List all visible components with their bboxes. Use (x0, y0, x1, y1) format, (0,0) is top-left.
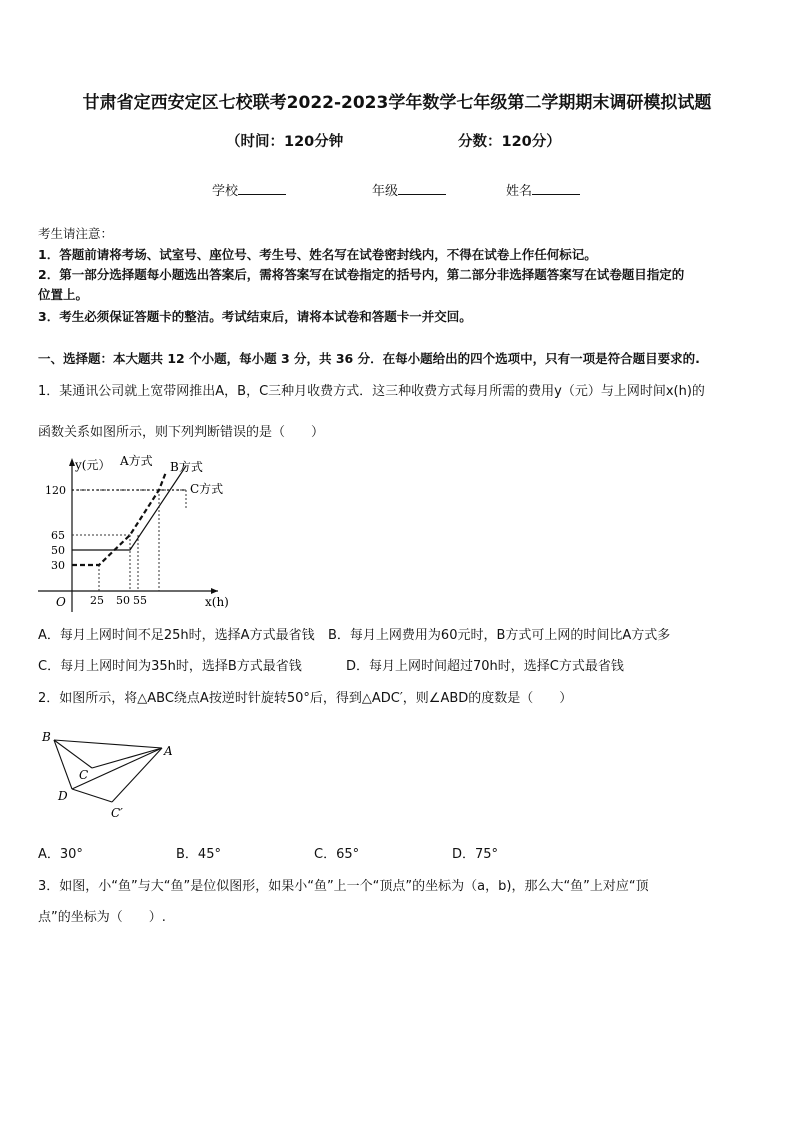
exam-score: 分数：120分） (458, 134, 561, 150)
line-a (72, 472, 166, 565)
name-blank (532, 180, 580, 195)
label-a: A方式 (120, 454, 153, 468)
q1-option-c: C．每月上网时间为35h时，选择B方式最省钱 (38, 659, 302, 674)
q3-stem-line2: 点”的坐标为（ ）. (38, 910, 166, 925)
school-blank (238, 180, 286, 195)
point-b-label: B (42, 730, 51, 744)
q2-option-d: D．75° (452, 847, 499, 862)
q2-rotation-figure (38, 724, 188, 824)
school-label: 学校 (212, 184, 239, 199)
xtick-55: 55 (133, 594, 147, 607)
q2-option-b: B．45° (176, 847, 221, 862)
q1-option-b: B．每月上网费用为60元时，B方式可上网的时间比A方式多 (328, 628, 671, 643)
ytick-65: 65 (51, 529, 65, 542)
ytick-120: 120 (45, 484, 66, 497)
point-c-prime-label: C′ (111, 806, 123, 820)
q3-stem-line1: 3．如图，小“鱼”与大“鱼”是位似图形，如果小“鱼”上一个“顶点”的坐标为（a，b)，那么大“鱼”上对应“顶 (38, 879, 649, 894)
guide-lines (72, 490, 186, 591)
triangle-lines (54, 740, 162, 802)
exam-title: 甘肃省定西安定区七校联考2022-2023学年数学七年级第二学期期末调研模拟试题 (82, 93, 712, 113)
grade-field (372, 180, 446, 199)
section-heading: 一、选择题：本大题共 12 个小题，每小题 3 分，共 36 分．在每小题给出的四个选项中，只有一项是符合题目要求的. (38, 351, 700, 366)
label-c: C方式 (190, 482, 224, 496)
xtick-50: 50 (116, 594, 130, 607)
q1-function-graph (34, 450, 244, 614)
xtick-25: 25 (90, 594, 104, 607)
ytick-50: 50 (51, 544, 65, 557)
name-field (506, 180, 580, 199)
point-d-label: D (58, 789, 68, 803)
notice-item-3: 3．考生必须保证答题卡的整洁。考试结束后，请将本试卷和答题卡一并交回。 (38, 309, 472, 324)
x-axis-arrow (211, 588, 218, 594)
notice-item-2: 2．第一部分选择题每小题选出答案后，需将答案写在试卷指定的括号内，第二部分非选择题答案写在试卷题目指定的 (38, 267, 685, 282)
origin-label: O (56, 595, 66, 609)
point-c-label: C (79, 768, 89, 782)
q1-stem-line2: 函数关系如图所示，则下列判断错误的是（ ） (38, 425, 325, 440)
ytick-30: 30 (51, 559, 65, 572)
notice-item-1: 1．答题前请将考场、试室号、座位号、考生号、姓名写在试卷密封线内，不得在试卷上作任何标记。 (38, 247, 597, 262)
grade-label: 年级 (372, 184, 399, 199)
q2-option-a: A．30° (38, 847, 83, 862)
label-b: B方式 (170, 460, 203, 474)
school-field (212, 180, 286, 199)
q1-stem-line1: 1．某通讯公司就上宽带网推出A，B，C三种月收费方式．这三种收费方式每月所需的费用y（元）与上网时间x(h)的 (38, 384, 705, 399)
exam-time: （时间：120分钟 (226, 134, 344, 150)
notice-heading: 考生请注意： (38, 226, 114, 241)
q2-stem: 2．如图所示，将△ABC绕点A按逆时针旋转50°后，得到△ADC′，则∠ABD的度数是（ ） (38, 691, 573, 706)
name-label: 姓名 (506, 184, 533, 199)
y-axis-label: y(元） (75, 458, 111, 472)
q2-option-c: C．65° (314, 847, 360, 862)
notice-item-2-cont: 位置上。 (38, 287, 89, 302)
q1-option-a: A．每月上网时间不足25h时，选择A方式最省钱 (38, 628, 315, 643)
point-a-label: A (164, 744, 173, 758)
q1-option-d: D．每月上网时间超过70h时，选择C方式最省钱 (346, 659, 624, 674)
x-axis-label: x(h) (205, 595, 229, 609)
grade-blank (398, 180, 446, 195)
